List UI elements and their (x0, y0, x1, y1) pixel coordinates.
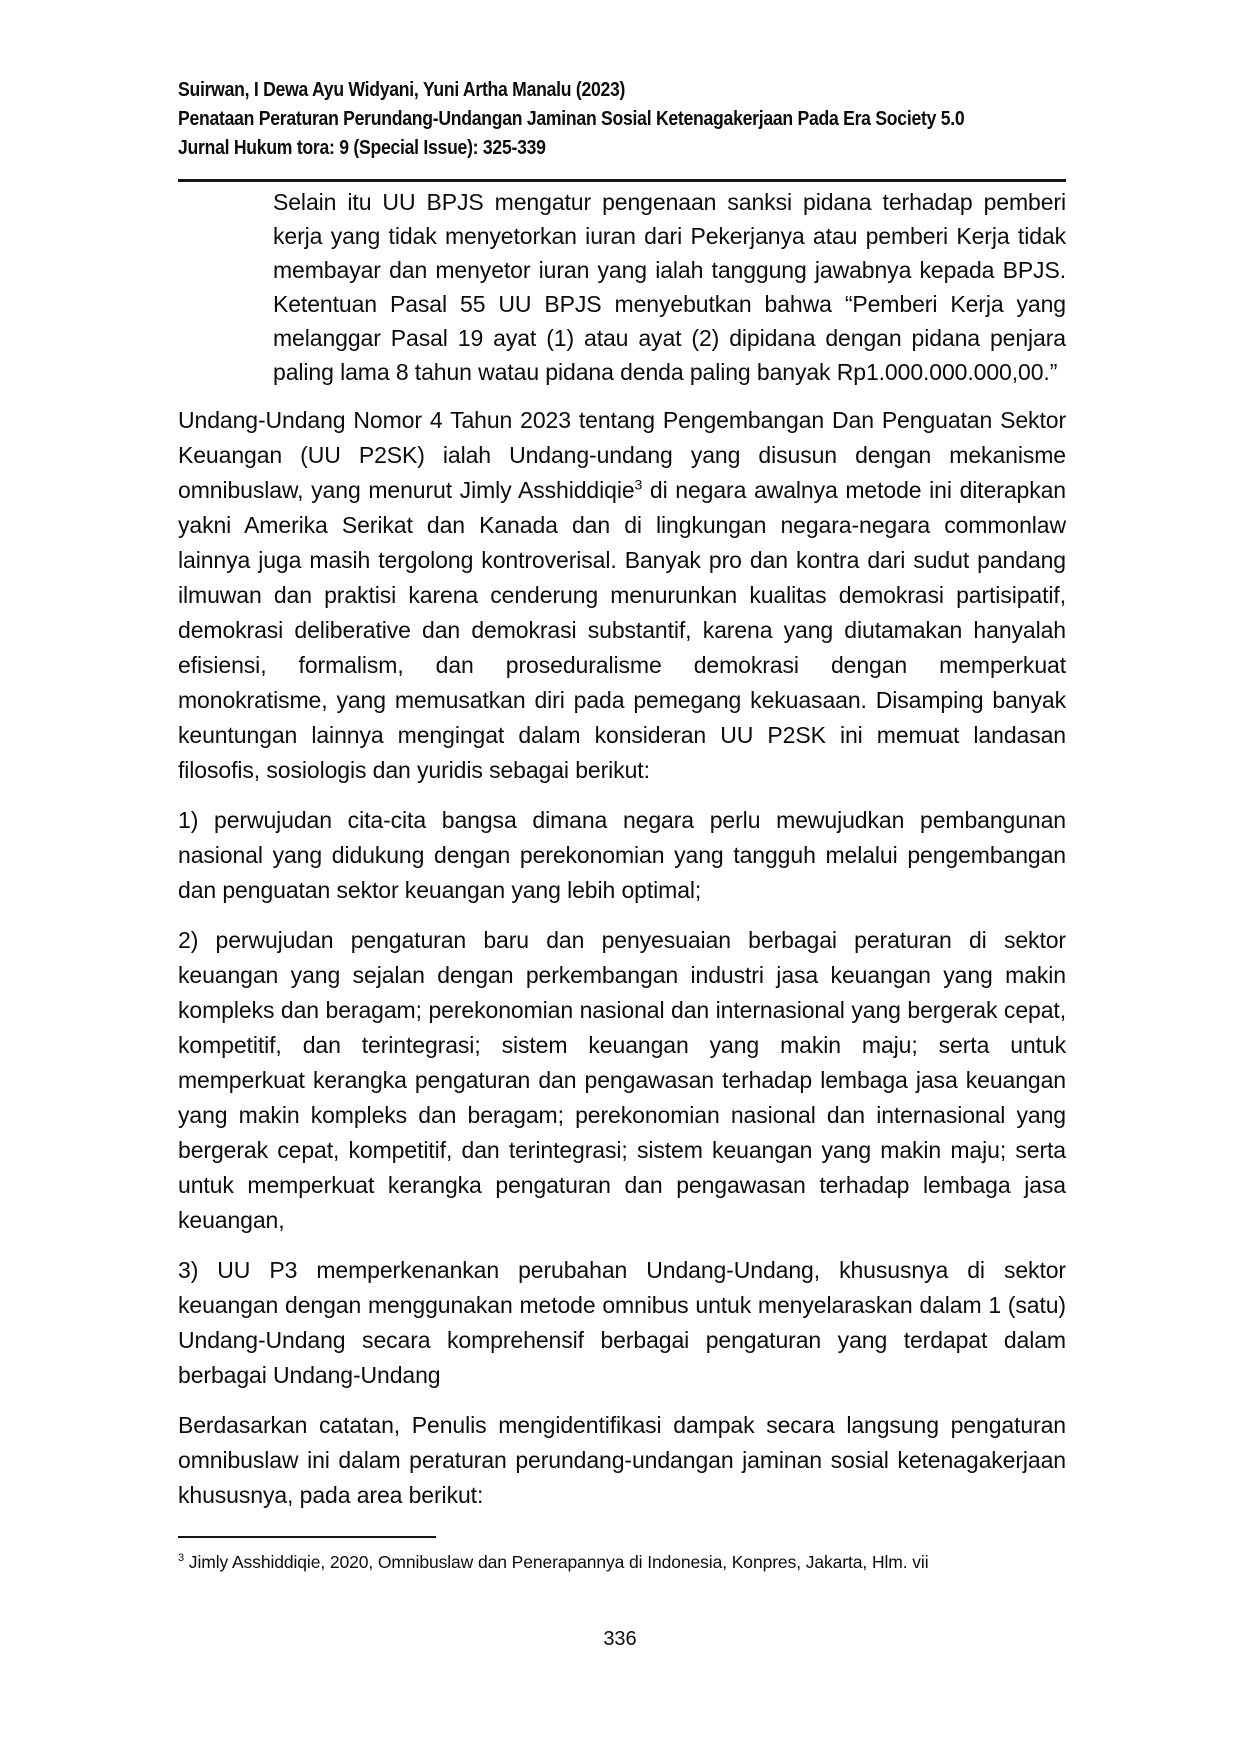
paragraph-uu-p2sk-text-after: di negara awalnya metode ini diterapkan yakni Amerika Serikat dan Kanada dan di lingkungan negara-negara commonlaw lainnya juga masih tergolong kontroverisal. Banyak pro dan kontra dari sudut pandang ilmuwan dan praktisi karena cenderung menurunkan kualitas demokrasi partisipatif, demokrasi deliberative dan demokrasi substantif, karena yang diutamakan hanyalah efisiensi, formalism, dan proseduralisme demokrasi dengan memperkuat monokratisme, yang memusatkan diri pada pemegang kekuasaan. Disamping banyak keuntungan lainnya mengingat dalam konsideran UU P2SK ini memuat landasan filosofis, sosiologis dan yuridis sebagai berikut: (178, 477, 1066, 783)
paragraph-uu-p2sk-text-before: Undang-Undang Nomor 4 Tahun 2023 tentang Pengembangan Dan Penguatan Sektor Keuangan (UU P2SK) ialah Undang-undang yang disusun dengan mekanisme omnibuslaw, yang menurut Jimly Asshiddiqie (178, 407, 1066, 503)
running-head-journal: Jurnal Hukum tora: 9 (Special Issue): 325-339 (178, 137, 546, 159)
list-item-2: 2) perwujudan pengaturan baru dan penyesuaian berbagai peraturan di sektor keuangan yang sejalan dengan perkembangan industri jasa keuangan yang makin kompleks dan beragam; perekonomian nasional dan internasional yang bergerak cepat, kompetitif, dan terintegrasi; sistem keuangan yang makin maju; serta untuk memperkuat kerangka pengaturan dan pengawasan terhadap lembaga jasa keuangan yang makin kompleks dan beragam; perekonomian nasional dan internasional yang bergerak cepat, kompetitif, dan terintegrasi; sistem keuangan yang makin maju; serta untuk memperkuat kerangka pengaturan dan pengawasan terhadap lembaga jasa keuangan, (178, 927, 1066, 1233)
footnote-text: Jimly Asshiddiqie, 2020, Omnibuslaw dan Penerapannya di Indonesia, Konpres, Jakarta, Hlm. vii (184, 1552, 929, 1572)
page-body (178, 185, 1066, 1528)
paragraph-closing: Berdasarkan catatan, Penulis mengidentifikasi dampak secara langsung pengaturan omnibuslaw ini dalam peraturan perundang-undangan jaminan sosial ketenagakerjaan khususnya, pada area berikut: (178, 1412, 1066, 1508)
running-head-title: Penataan Peraturan Perundang-Undangan Jaminan Sosial Ketenagakerjaan Pada Era Society 5.0 (178, 108, 965, 130)
quote-paragraph: Selain itu UU BPJS mengatur pengenaan sanksi pidana terhadap pemberi kerja yang tidak menyetorkan iuran dari Pekerjanya atau pemberi Kerja tidak membayar dan menyetor iuran yang ialah tanggung jawabnya kepada BPJS. Ketentuan Pasal 55 UU BPJS menyebutkan bahwa “Pemberi Kerja yang melanggar Pasal 19 ayat (1) atau ayat (2) dipidana dengan pidana penjara paling lama 8 tahun watau pidana denda paling banyak Rp1.000.000.000,00.” (273, 189, 1066, 385)
footnote-separator (178, 1536, 436, 1538)
paragraph-uu-p2sk (178, 403, 1066, 788)
footnote-marker: 3 (178, 1552, 185, 1565)
running-head-authors: Suirwan, I Dewa Ayu Widyani, Yuni Artha Manalu (2023) (178, 79, 626, 101)
header-rule (178, 179, 1066, 182)
list-item-1: 1) perwujudan cita-cita bangsa dimana negara perlu mewujudkan pembangunan nasional yang didukung dengan perekonomian yang tangguh melalui pengembangan dan penguatan sektor keuangan yang lebih optimal; (178, 807, 1066, 903)
page-number: 336 (603, 1628, 637, 1650)
running-head (178, 76, 964, 163)
list-item-3: 3) UU P3 memperkenankan perubahan Undang-Undang, khususnya di sektor keuangan dengan menggunakan metode omnibus untuk menyelaraskan dalam 1 (satu) Undang-Undang secara komprehensif berbagai pengaturan yang terdapat dalam berbagai Undang-Undang (178, 1257, 1066, 1388)
footnote (178, 1550, 998, 1574)
footnote-ref-3: 3 (634, 476, 643, 493)
